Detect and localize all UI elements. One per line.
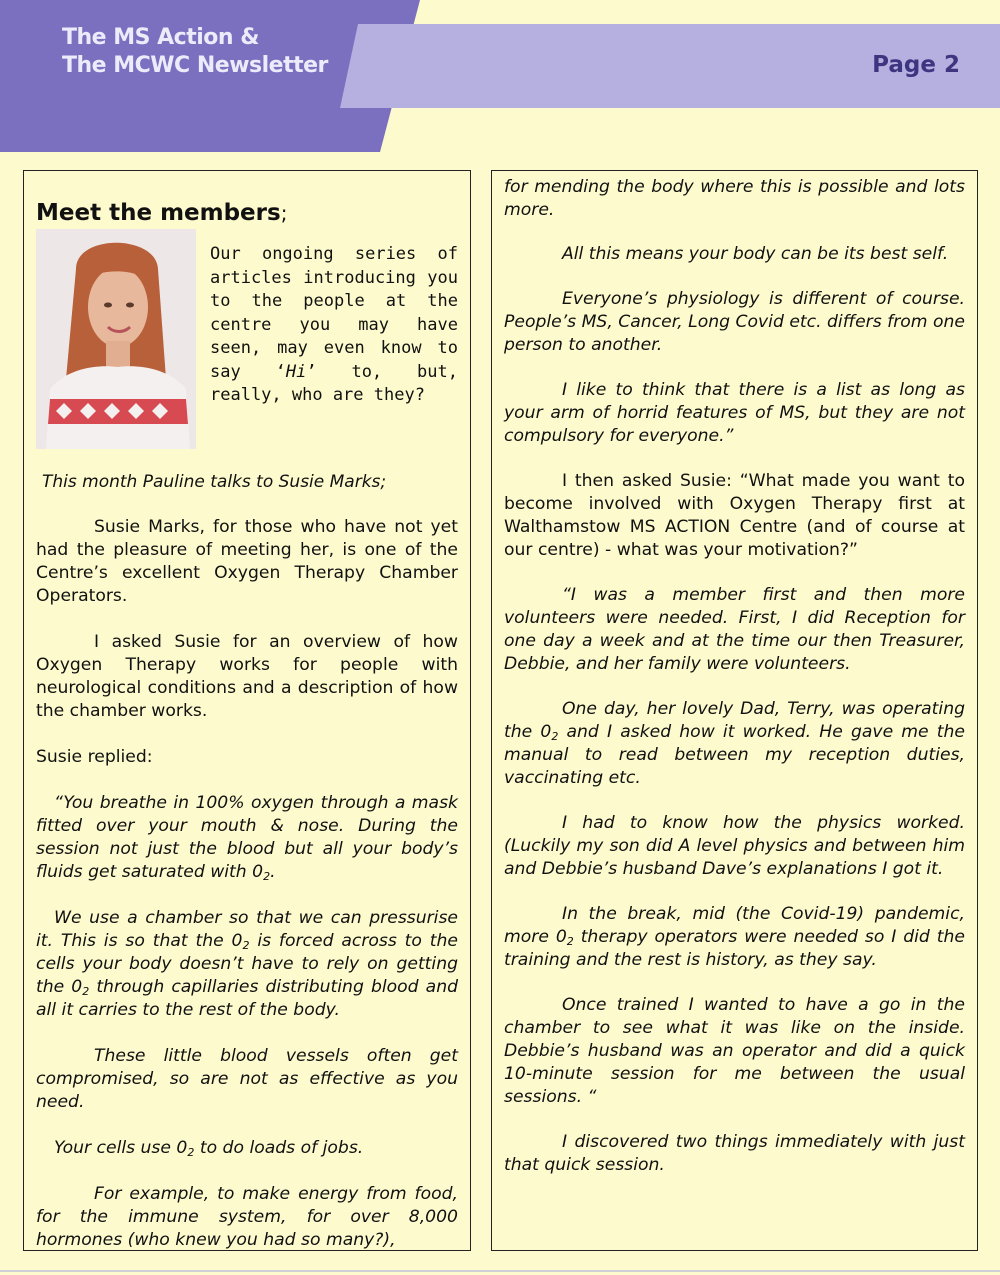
right-column	[491, 170, 978, 1251]
right-paragraph-4: I like to think that there is a list as long as your arm of horrid features of MS, but they are not compulsory for everyone.”	[504, 380, 965, 446]
member-photo	[36, 229, 196, 449]
paragraph-2: I asked Susie for an overview of how Oxygen Therapy works for people with neurological conditions and a description of how the chamber works.	[36, 632, 458, 721]
paragraph-7: Your cells use $0_2$ to do loads of jobs.	[54, 1138, 364, 1159]
right-paragraph-8: I had to know how the physics worked. (Luckily my son did A level physics and between him and Debbie’s husband Dave’s explanations I got it.	[504, 813, 965, 879]
newsletter-title-line-1: The MS Action &	[62, 25, 259, 50]
right-paragraph-7: One day, her lovely Dad, Terry, was operating the $0_2$ and I asked how it worked. He gave me the manual to read between my reception duties, vaccinating etc.	[504, 699, 965, 788]
article-subtitle: This month Pauline talks to Susie Marks;	[42, 472, 387, 492]
paragraph-1: Susie Marks, for those who have not yet had the pleasure of meeting her, is one of the Centre’s excellent Oxygen Therapy Chamber Operators.	[36, 517, 458, 606]
newsletter-title-line-2: The MCWC Newsletter	[62, 53, 328, 78]
right-paragraph-5: I then asked Susie: “What made you want to become involved with Oxygen Therapy first at Walthamstow MS ACTION Centre (and of course at our centre) - what was your motivation?”	[504, 471, 965, 560]
right-paragraph-6: “I was a member first and then more volunteers were needed. First, I did Reception for one day a week and at the time our then Treasurer, Debbie, and her family were volunteers.	[504, 585, 965, 674]
paragraph-5: We use a chamber so that we can pressurise it. This is so that the $0_2$ is forced across to the cells your body doesn’t have to rely on getting the $0_2$ through capillaries distributing blood and all it carries to the rest of the body.	[36, 908, 458, 1020]
right-paragraph-3: Everyone’s physiology is different of course. People’s MS, Cancer, Long Covid etc. differs from one person to another.	[504, 289, 965, 355]
right-paragraph-9: In the break, mid (the Covid-19) pandemic, more $0_2$ therapy operators were needed so I did the training and the rest is history, as they say.	[504, 904, 965, 970]
page-number: Page 2	[872, 52, 960, 78]
right-paragraph-10: Once trained I wanted to have a go in the chamber to see what it was like on the inside. Debbie’s husband was an operator and did a quick 10-minute session for me between the usual sessions. “	[504, 995, 965, 1107]
right-paragraph-1: for mending the body where this is possible and lots more.	[504, 177, 965, 220]
section-heading: Meet the members;	[36, 200, 288, 226]
paragraph-4: “You breathe in 100% oxygen through a mask fitted over your mouth & nose. During the session not just the blood but all your body’s fluids get saturated with $0_2$.	[36, 793, 458, 883]
right-paragraph-11: I discovered two things immediately with just that quick session.	[504, 1132, 965, 1175]
bottom-divider	[0, 1270, 1000, 1272]
right-paragraph-2: All this means your body can be its best self.	[562, 244, 949, 264]
paragraph-6: These little blood vessels often get compromised, so are not as effective as you need.	[36, 1046, 458, 1112]
portrait-image	[36, 229, 196, 449]
left-column	[23, 170, 471, 1251]
intro-paragraph: Our ongoing series of articles introducing you to the people at the centre you may have seen, may even know to say ‘Hi’ to, but, really, who are they?	[210, 244, 458, 405]
paragraph-8: For example, to make energy from food, for the immune system, for over 8,000 hormones (who knew you had so many?),	[36, 1184, 458, 1250]
paragraph-3: Susie replied:	[36, 747, 153, 767]
